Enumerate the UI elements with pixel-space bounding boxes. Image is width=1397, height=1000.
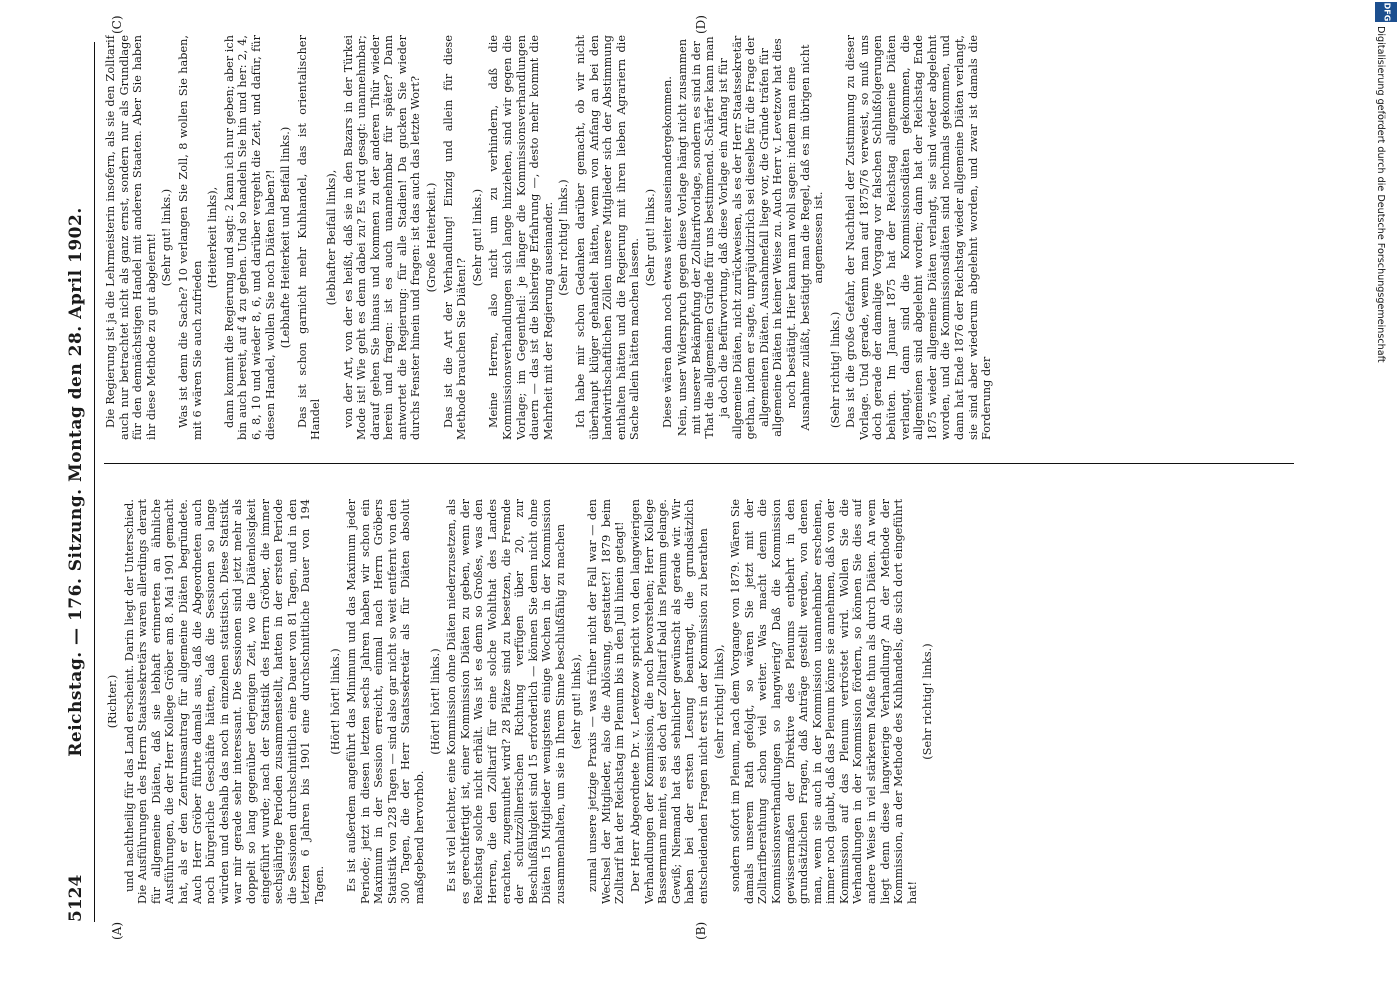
interjection: (Große Heiterkeit.): [425, 182, 439, 293]
margin-mark-c: (C): [110, 15, 124, 34]
margin-mark-a: (A): [110, 921, 124, 940]
paragraph: und nachtheilig für das Land erscheint. Darin liegt der Unterschied. Die Ausführungen des Herrn Staatssekretärs waren allerdings derart für allgemeine Diäten, daß sie lebhaft erinnerten an ähnliche Ausführungen, die der Herr Kollege Gröber am 8. Mai 1901 gemacht hat, als er den Zentrumsantrag für allgemeine Diäten begründete. Auch Herr Gröber führte damals aus, daß die Abgeordneten auch noch bürgerliche Geschäfte hätten, daß die Sessionen so lange würden und deshalb das noch in einzelnen statistisch. Diese Statistik war mir gerade sehr interessant. Die Sessionen sind jetzt mehr als doppelt so lang gegenüber derjenigen Zeit, wo die Diätenlosigkeit eingeführt wurde; nach der Statistik des Herrn Gröber, die immer sechsjährige Perioden zusammenstellt, hatten in der ersten Periode die Sessionen durchschnittlich eine Dauer von 81 Tagen, und in den letzten 6 Jahren bis 1901 eine durchschnittliche Dauer von 194 Tagen.: [122, 499, 326, 904]
interjection: (Sehr gut! links.): [643, 188, 657, 287]
interjection: (Sehr richtig! links.): [921, 643, 935, 760]
dfg-logo: [1375, 2, 1397, 22]
paragraph: dann kommt die Regierung und sagt: 2 kann ich nur geben; aber ich bin auch bereit, auf 4 zu gehen. Und so handeln Sie hin und her: 2, 4, 6, 8, 10 und wieder 8, 6, und darüber vergeht die Zeit, und dafür, für diesen Handel, wollen Sie noch Diäten haben?!: [222, 35, 277, 440]
margin-mark-b: (B): [694, 921, 708, 940]
interjection: (Richter.): [106, 674, 119, 729]
paragraph: Was ist denn die Sache? 10 verlangen Sie Zoll, 8 wollen Sie haben, mit 6 wären Sie auch zufrieden: [176, 35, 204, 440]
paragraph: Der Herr Abgeordnete Dr. v. Levetzow spricht von den langwierigen Verhandlungen der Kommission, die noch bevorstehen; Herr Kollege Bassermann meint, es sei doch der Zolltarif bald ins Plenum gelange. Gewiß; Niemand hat das sehnlicher gewünscht als gerade wir. Wir haben bei der ersten Lesung beantragt, die grundsätzlich entscheidenden Fragen nicht erst in der Kommission zu berathen: [628, 499, 710, 904]
interjection: (Hört! hört! links.): [328, 648, 342, 755]
paragraph: zumal unsere jetzige Praxis — was früher nicht der Fall war — den Wechsel der Mitglieder, also die Ablösung, gestattet?! 1879 beim Zolltarif hat der Reichstag im Plenum bis in den Juli hinein getagt!: [586, 499, 627, 904]
interjection: (Sehr richtig! links.): [557, 179, 571, 296]
paragraph: Ich habe mir schon Gedanken darüber gemacht, ob wir nicht überhaupt klüger gehandelt hätten, wenn von Anfang an bei den landwirthschaftlichen Zöllen unsere Mitglieder sich der Abstimmung enthalten hätten und die Regierung mit ihren lieben Agrariern die Sache allein hätten machen lassen.: [574, 35, 642, 440]
text-column-left: [104, 499, 1294, 904]
dfg-logo-text: DFG: [1381, 2, 1391, 22]
paragraph: sondern sofort im Plenum, nach dem Vorgange von 1879. Wären Sie damals unserem Rath gefolgt, so wären Sie jetzt mit der Zolltarifberathung schon viel weiter. Was macht denn die Kommissionsverhandlungen so langwierig? Daß die Kommission gewissermaßen der Direktive des Plenums entbehrt in den grundsätzlichen Fragen, daß Anträge gestellt werden, von denen man, wenn sie auch in der Kommission unannehmbar erscheinen, immer noch glaubt, daß das Plenum könne sie annehmen, daß von der Kommission auf das Plenum vertröstet wird. Wollen Sie die Verhandlungen in der Kommission fördern, so können Sie dies auf andere Weise in viel stärkerem Maße thun als durch Diäten. An wem liegt denn diese langwierige Verhandlung? An der Methode der Kommission, an der Methode des Kuhhandels, die sich dort eingeführt hat!: [729, 499, 919, 904]
paragraph: von der Art, von der es heißt, daß sie in den Bazars in der Türkei Mode ist! Wie geht es denn dabei zu? Es wird gesagt: unannehmbar; darauf gehen Sie hinaus und kommen zu der anderen Thür wieder herein und fragen: ist es auch unannehmbar für später? Dann antwortet die Regierung: für alle Stadien! Da gucken Sie wieder durchs Fenster hinein und fragen: ist das auch das letzte Wort?: [341, 35, 423, 440]
dfg-funding-note: Digitalisierung gefördert durch die Deutsche Forschungsgemeinschaft: [1375, 26, 1386, 363]
interjection: Nein, unser Widerspruch gegen diese Vorlage hängt nicht zusammen mit unserer Bekämpfung der Zolltarifvorlage, sondern es sind in der That die allgemeinen Gründe für uns bestimmend. Schärfer kann man ja doch die Befürwortung, daß diese Vorlage ein Anfang ist für allgemeine Diäten, nicht zurückweisen, als es der Herr Staatssekretär gethan, indem er sagte, unpräjudizirlich sei dieselbe für die Frage der allgemeinen Diäten. Ausnahmefall liege vor, die Gründe träfen für allgemeine Diäten in keiner Weise zu. Auch Herr v. Levetzow hat dies noch bestätigt. Hier kann man wohl sagen: indem man eine Ausnahme zuläßt, bestätigt man die Regel, daß es im übrigen nicht angemessen ist.: [676, 35, 826, 440]
interjection: (sehr gut! links),: [569, 653, 583, 750]
page-number: 5124: [66, 874, 86, 922]
paragraph: (Sehr richtig! links.): [828, 311, 842, 428]
header-rule: [94, 42, 95, 922]
paragraph: Es ist außerdem angeführt das Minimum und das Maximum jeder Periode; jetzt in diesen letzten sechs Jahren haben wir schon ein Maximum in der Session erreicht, einmal nach Herrn Gröbers Statistik von 228 Tagen — sind also gar nicht so weit entfernt von den 300 Tagen, die der Herr Staatssekretär als für Diäten absolut maßgebend hervorhob.: [345, 499, 427, 904]
paragraph: Diese wären dann noch etwas weiter auseinandergekommen.: [660, 76, 674, 428]
interjection: (sehr richtig! links),: [712, 644, 726, 759]
page-header: [66, 42, 92, 922]
interjection: (lebhafter Beifall links),: [324, 169, 338, 306]
interjection: (Sehr gut! links.): [470, 188, 484, 287]
paragraph: Das ist die Art der Verhandlung! Einzig und allein für diese Methode brauchen Sie Diäten!?: [441, 35, 469, 440]
margin-mark-d: (D): [694, 15, 708, 34]
interjection: (Lebhafte Heiterkeit und Beifall links.): [279, 126, 293, 349]
text-column-right: [104, 35, 1294, 440]
interjection: (Heiterkeit links),: [206, 186, 220, 289]
paragraph: Meine Herren, also nicht um zu verhindern, daß die Kommissionsverhandlungen sich lange hinziehen, sind wir gegen die Vorlage; im Gegentheil: je länger die Kommissionsverhandlungen dauern — das ist die bisherige Erfahrung —, desto mehr kommt die Mehrheit mit der Regierung auseinander.: [487, 35, 555, 440]
column-divider: [104, 463, 1294, 464]
paragraph: Das ist die große Gefahr, der Nachtheil der Zustimmung zu dieser Vorlage. Und gerade, wenn man auf 1875/76 verweist, so muß uns doch gerade der damalige Vorgang vor falschen Schlußfolgerungen behüten. Im Januar 1875 hat der Reichstag allgemeine Diäten verlangt, dann sind die Kommissionsdiäten gekommen, die allgemeinen sind abgelehnt worden; dann hat der Reichstag Ende 1875 wieder allgemeine Diäten verlangt, sie sind wieder abgelehnt worden, und die Kommissionsdiäten sind nochmals gekommen, und dann hat Ende 1876 der Reichstag wieder allgemeine Diäten verlangt, sie sind aber wiederum abgelehnt worden, und zwar ist damals die Forderung der: [844, 35, 994, 440]
paragraph: Die Regierung ist ja die Lehrmeisterin insofern, als sie den Zolltarif auch nur betrachtet nicht als ganz ernst, sondern nur als Grundlage für den demnächstigen Handel mit anderen Staaten. Aber Sie haben ihr diese Methode zu gut abgelernt!: [104, 35, 158, 440]
paragraph: Es ist viel leichter, eine Kommission ohne Diäten niederzusetzen, als es gerechtfertigt ist, einer Kommission Diäten zu geben, wenn der Reichstag solche nicht erhält. Was ist es denn so Großes, was den Herren, die den Zolltarif für eine solche Wohlthat des Landes erachten, zugemuthet wird? 28 Plätze sind zu besetzen, die Fremde der schutzzöllnerischen Richtung verfügen über 20, zur Beschlußfähigkeit sind 15 erforderlich — können Sie denn nicht ohne Diäten 15 Mitglieder wenigstens einige Wochen in der Kommission zusammenhalten, um sie in Ihrem Sinne beschlußfähig zu machen: [445, 499, 567, 904]
page-title: Reichstag. — 176. Sitzung. Montag den 28. April 1902.: [66, 207, 86, 757]
interjection: (Sehr gut! links.): [160, 188, 174, 287]
interjection: (Hört! hört! links.): [428, 648, 442, 755]
paragraph: Das ist schon garnicht mehr Kuhhandel, das ist orientalischer Handel: [295, 35, 323, 440]
